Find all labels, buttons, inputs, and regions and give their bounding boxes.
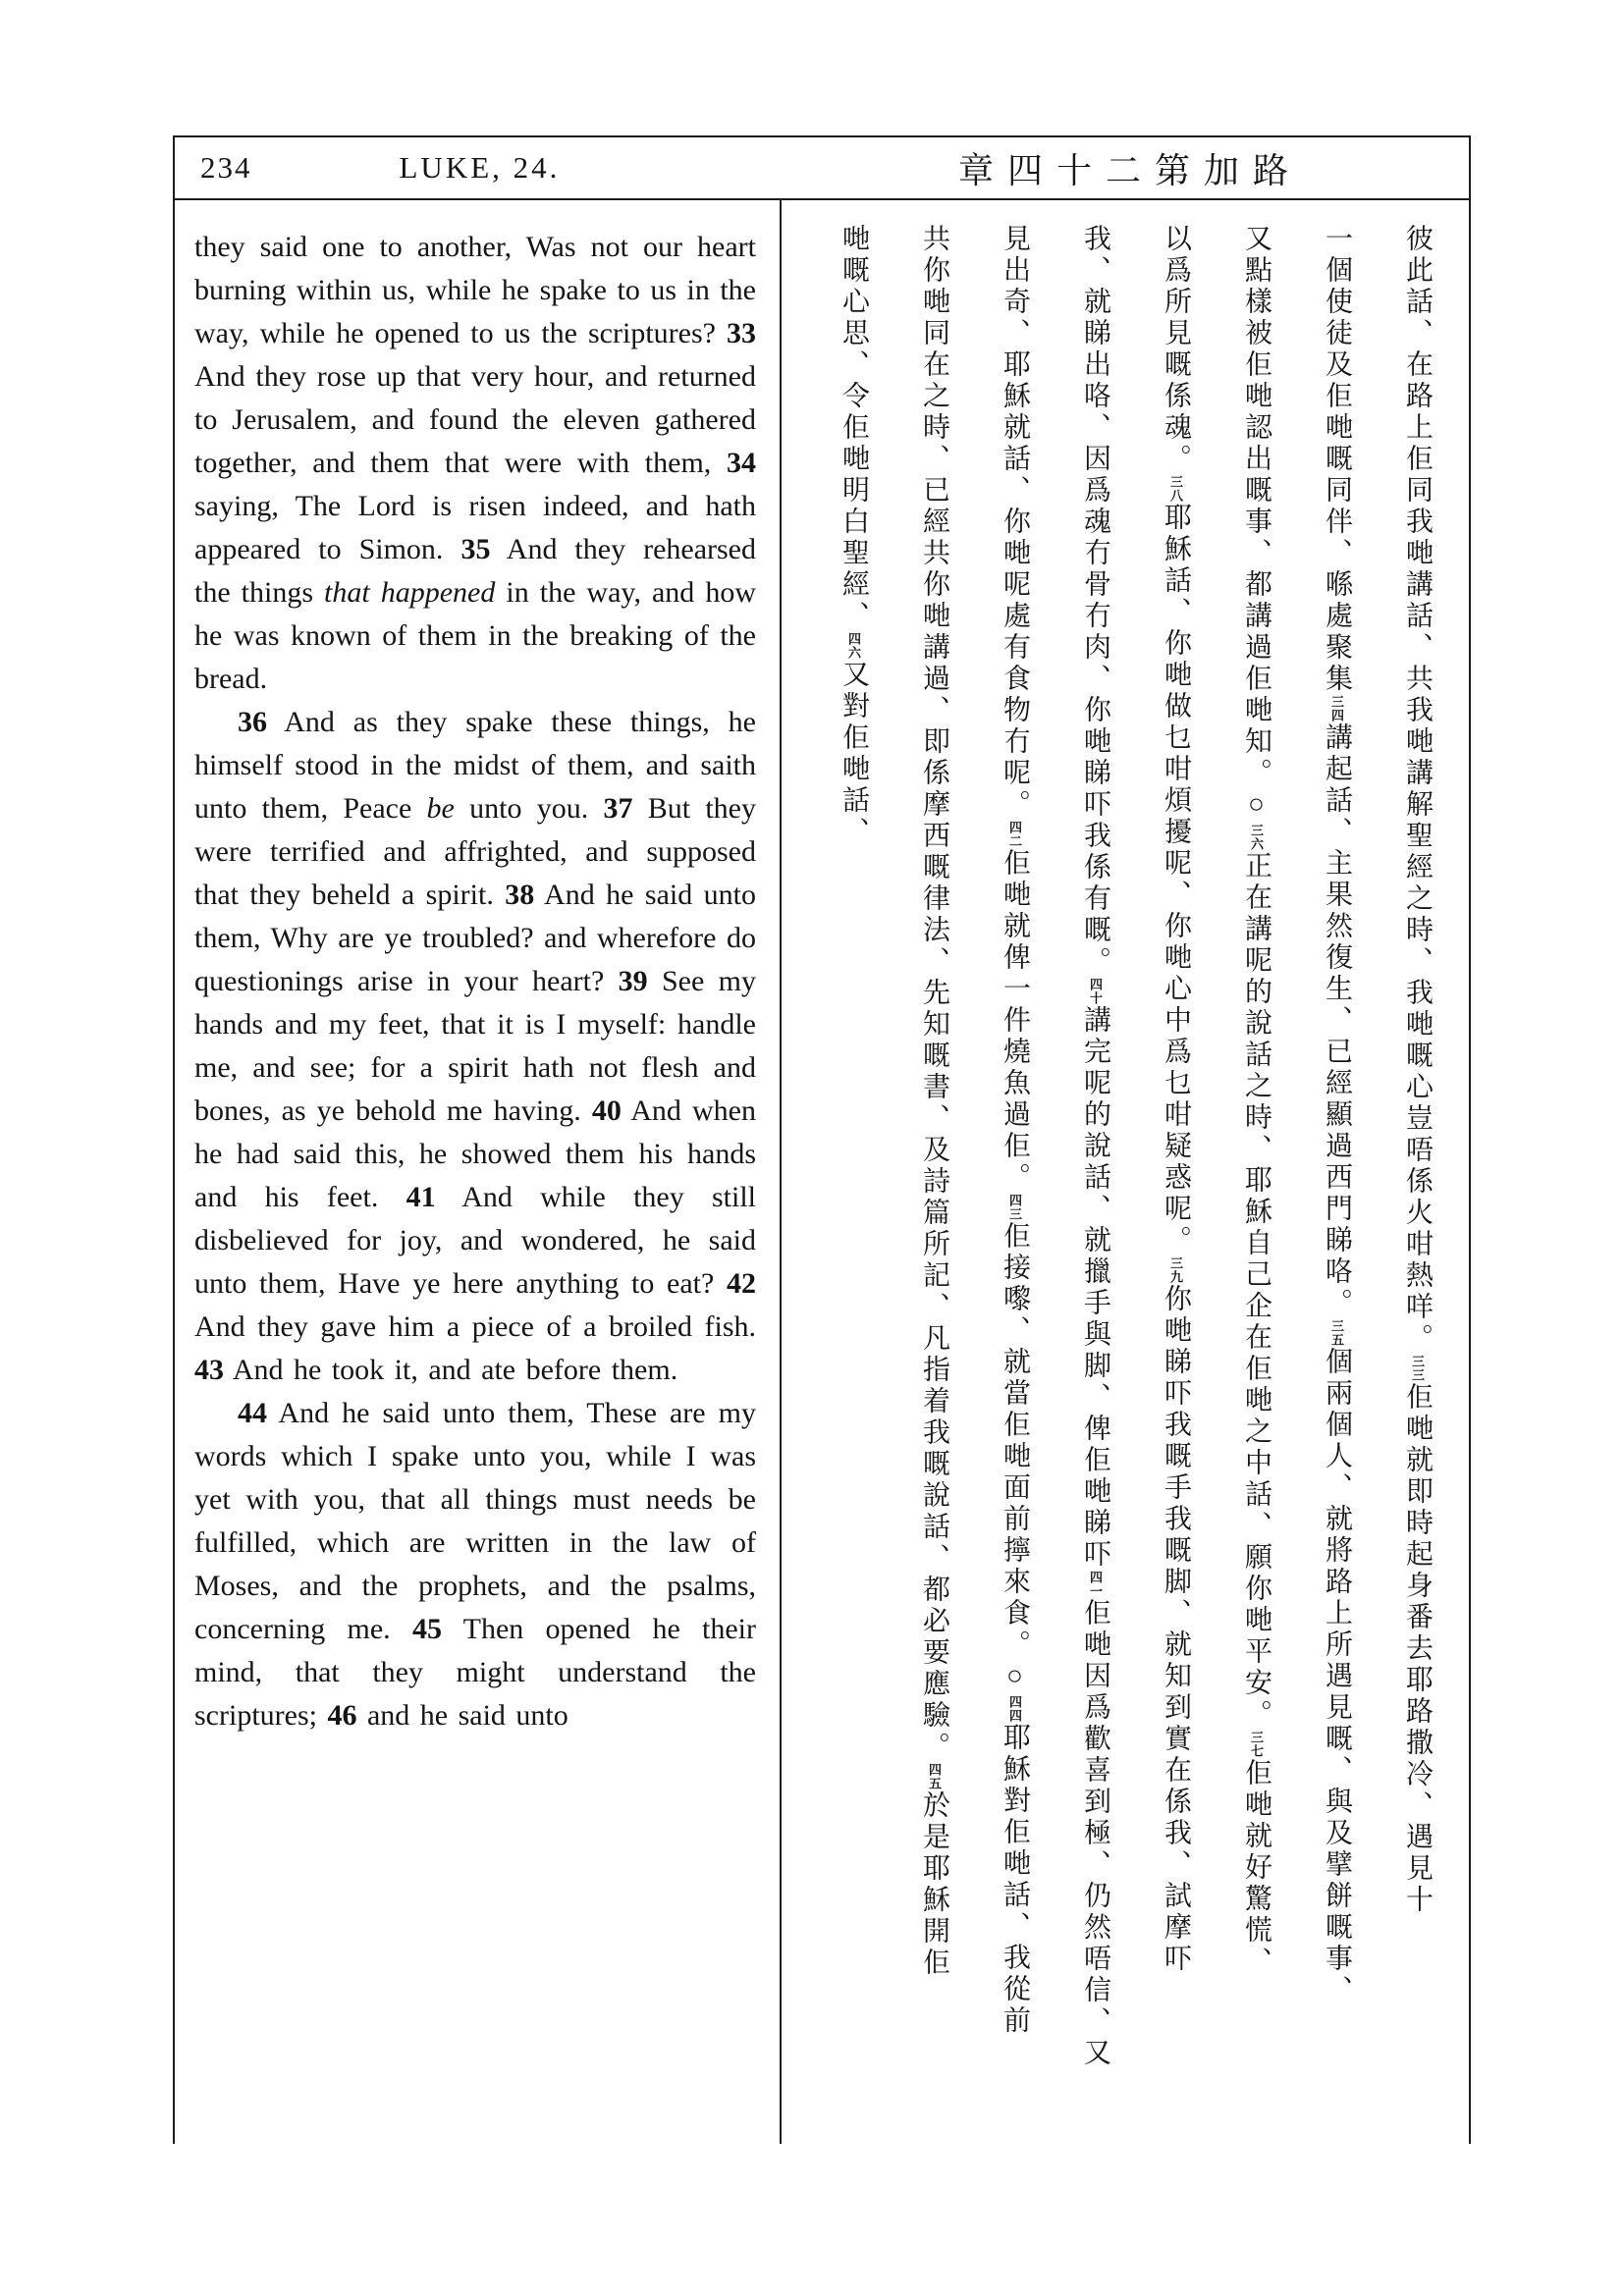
verse-number: 41: [406, 1181, 436, 1213]
verse-number-note: 三九: [1168, 1256, 1183, 1284]
verse-number-note: 三八: [1168, 475, 1183, 503]
verse-number: 35: [460, 533, 491, 565]
verse-number: 42: [727, 1267, 756, 1300]
verse-text: be: [426, 792, 455, 825]
chinese-column: 哋嘅心思、令佢哋明白聖經、四六又對佢哋話、: [839, 224, 869, 848]
verse-number-note: 三六: [1249, 824, 1264, 851]
chinese-column: 一個使徒及佢哋嘅同伴、喺處聚集三四講起話、主果然復生、已經顯過西門睇咯。三五個兩個人、就將路上所遇見嘅、與及擘餅嘅事、: [1322, 224, 1352, 2006]
verse-number-note: 三三: [1410, 1355, 1425, 1382]
chinese-column: 又點樣被佢哋認出嘅事、都講過佢哋知。○三六正在講呢的說話之時、耶穌自己企在佢哋之中話、願你哋平安。三七佢哋就好驚慌、: [1241, 224, 1271, 1978]
page-number: 234: [200, 150, 252, 185]
verse-text: And while they still disbelieved for joy, and wondered, he said unto them, Have ye here anything to eat?: [194, 1181, 756, 1300]
verse-number: 34: [727, 447, 756, 479]
page-sheet: [173, 135, 1471, 2144]
verse-text: And he said unto them, These are my words which I spake unto you, while I was yet with you, that all things must needs be fulfilled, which are written in the law of Moses, and the prophets, and the psalms, concerning me.: [194, 1397, 756, 1645]
verse-text: unto you.: [454, 792, 604, 825]
verse-number: 44: [238, 1397, 267, 1429]
verse-text: saying, The Lord is risen indeed, and hath appeared to Simon.: [194, 490, 756, 565]
running-title-chinese: 章四十二第加路: [957, 150, 1302, 190]
verse-number: 33: [727, 317, 756, 349]
verse-number: 38: [505, 879, 535, 911]
verse-number-note: 四二: [1007, 821, 1022, 848]
english-paragraph: [194, 1392, 756, 1737]
verse-number: 40: [591, 1095, 622, 1127]
verse-number-note: 三四: [1329, 695, 1344, 722]
chinese-column: 彼此話、在路上佢同我哋講話、共我哋講解聖經之時、我哋嘅心豈唔係火咁熱咩。三三佢哋就即時起身番去耶路撒冷、遇見十: [1402, 224, 1433, 1916]
verse-text: And they gave him a piece of a broiled fish.: [194, 1310, 756, 1343]
verse-text: And he said unto them, Why are ye troubled? and wherefore do questionings arise in your heart?: [194, 879, 756, 997]
verse-text: But they were terrified and affrighted, and supposed that they beheld a spirit.: [194, 792, 756, 911]
verse-text: And they rehearsed the things: [194, 533, 756, 609]
verse-number-note: 四五: [927, 1763, 942, 1790]
verse-number-note: 四一: [1088, 1571, 1103, 1598]
verse-text: Then opened he their mind, that they might understand the scriptures;: [194, 1613, 756, 1732]
verse-number: 46: [327, 1699, 357, 1732]
verse-number-note: 三七: [1249, 1731, 1264, 1758]
chinese-vertical-columns: [787, 224, 1457, 2128]
english-text-column: [175, 200, 780, 2144]
verse-text: And they rose up that very hour, and returned to Jerusalem, and found the eleven gathered together, and them that were with them,: [194, 360, 756, 479]
verse-text: And he took it, and ate before them.: [224, 1354, 678, 1386]
verse-number-note: 四四: [1007, 1695, 1022, 1723]
verse-text: And when he had said this, he showed them his hands and his feet.: [194, 1095, 756, 1213]
verse-number: 39: [618, 965, 648, 997]
chinese-column: 我、就睇出咯、因爲魂冇骨冇肉、你哋睇吓我係有嘅。四十講完呢的說話、就擸手與脚、俾佢哋睇吓四一佢哋因爲歡喜到極、仍然唔信、又: [1080, 224, 1110, 2069]
verse-text: that happened: [324, 576, 496, 609]
verse-text: they said one to another, Was not our heart burning within us, while he spake to us in the way, while he opened to us the scriptures?: [194, 231, 756, 349]
verse-number-note: 四三: [1007, 1194, 1022, 1221]
verse-number: 43: [194, 1354, 224, 1386]
page-header: [173, 135, 1471, 200]
english-paragraph: [194, 701, 756, 1392]
english-paragraph: [194, 226, 756, 701]
chinese-column: 共你哋同在之時、已經共你哋講過、即係摩西嘅律法、先知嘅書、及詩篇所記、凡指着我嘅說話、都必要應驗。四五於是耶穌開佢: [919, 224, 949, 1979]
verse-number-note: 四十: [1088, 978, 1103, 1005]
verse-text: and he said unto: [356, 1699, 568, 1732]
verse-number: 45: [411, 1613, 442, 1645]
verse-number-note: 三五: [1329, 1319, 1344, 1347]
verse-text: And as they spake these things, he himself stood in the midst of them, and saith unto them, Peace: [194, 706, 756, 825]
verse-number-note: 四六: [846, 632, 861, 660]
chinese-text-section: [780, 200, 1469, 2144]
verse-number: 36: [238, 706, 267, 738]
chinese-column: 以爲所見嘅係魂。三八耶穌話、你哋做乜咁煩擾呢、你哋心中爲乜咁疑惑呢。三九你哋睇吓我嘅手我嘅脚、就知到實在係我、試摩吓: [1161, 224, 1191, 1975]
verse-text: See my hands and my feet, that it is I myself: handle me, and see; for a spirit hath not flesh and bones, as ye behold me having.: [194, 965, 756, 1127]
verse-text: in the way, and how he was known of them in the breaking of the bread.: [194, 576, 756, 695]
verse-number: 37: [603, 792, 633, 825]
page-body: [173, 200, 1471, 2144]
chinese-column: 見出奇、耶穌就話、你哋呢處有食物冇呢。四二佢哋就俾一件燒魚過佢。四三佢接嚟、就當佢哋面前擰來食。○四四耶穌對佢哋話、我從前: [1000, 224, 1030, 2037]
running-title-english: LUKE, 24.: [399, 150, 561, 185]
